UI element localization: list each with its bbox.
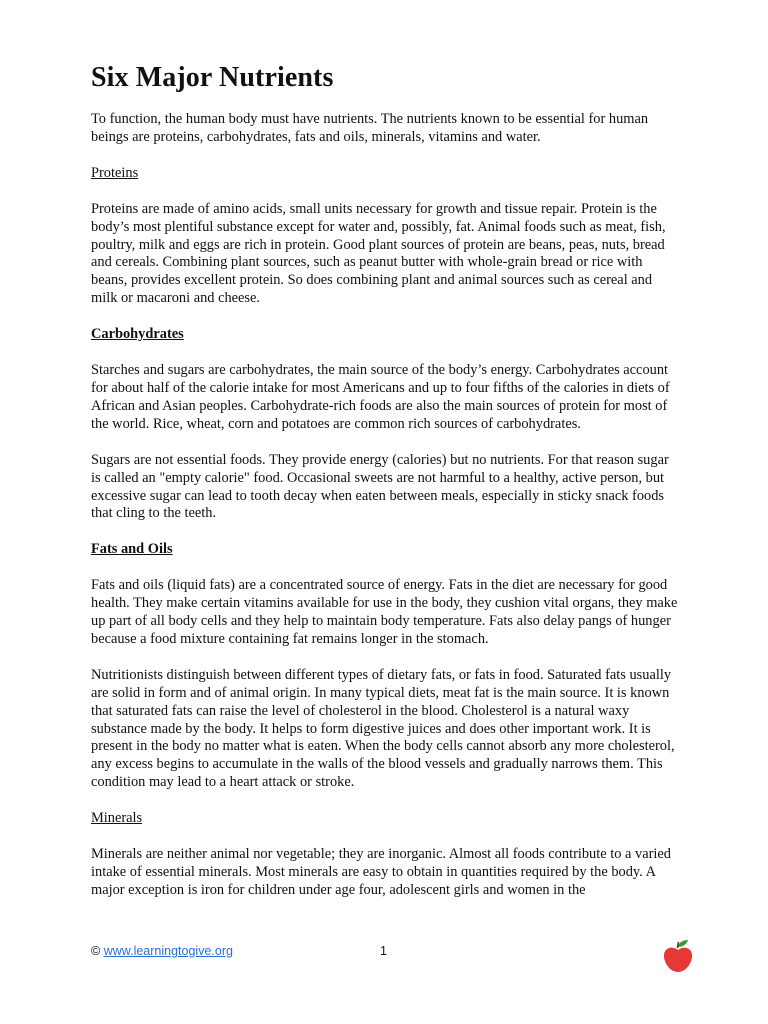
page-title: Six Major Nutrients	[91, 62, 334, 93]
proteins-paragraph: Proteins are made of amino acids, small units necessary for growth and tissue repair. Protein is the body’s most plentiful substance except for water and, possibly, fat. Animal foods such as meat, fish, poultry, milk and eggs are rich in protein. Good plant sources of protein are beans, peas, nuts, bread and cereals. Combining plant sources, such as peanut butter with whole-grain bread or rice with beans, provides excellent protein. So does combining plant and animal sources such as cereal and milk or macaroni and cheese.	[91, 200, 666, 307]
heading-minerals: Minerals	[91, 810, 143, 827]
carbohydrates-paragraph-2: Sugars are not essential foods. They provide energy (calories) but no nutrients. For that reason sugar is called an "empty calorie" food. Occasional sweets are not harmful to a healthy, active person, but excessive sugar can lead to tooth decay when eaten between meals, especially in sticky snack foods that cling to the teeth.	[91, 451, 669, 522]
fats-paragraph-1: Fats and oils (liquid fats) are a concentrated source of energy. Fats in the diet are necessary for good health. They make certain vitamins available for use in the body, they cushion vital organs, they make up part of all body cells and they help to maintain body temperature. Fats also delay pangs of hunger because a food mixture containing fat remains longer in the stomach.	[91, 577, 678, 647]
intro-paragraph: To function, the human body must have nutrients. The nutrients known to be essential for human beings are proteins, carbohydrates, fats and oils, minerals, vitamins and water.	[91, 111, 649, 145]
heading-proteins: Proteins	[91, 164, 139, 181]
footer-website-link[interactable]: www.learningtogive.org	[103, 944, 233, 958]
apple-stem	[678, 942, 679, 948]
footer-copyright	[91, 944, 233, 958]
apple-logo-icon	[662, 938, 694, 974]
fats-paragraph-2: Nutritionists distinguish between different types of dietary fats, or fats in food. Saturated fats usually are solid in form and of animal origin. In many typical diets, meat fat is the main source. It is known that saturated fats can raise the level of cholesterol in the blood. Cholesterol is a natural waxy substance made by the body. It helps to form digestive juices and does other important work. It is present in the body no matter what is eaten. When the body cells cannot absorb any more cholesterol, any excess begins to accumulate in the walls of the blood vessels and gradually narrows them. This condition may lead to a heart attack or stroke.	[91, 666, 675, 791]
heading-carbohydrates: Carbohydrates	[91, 326, 184, 343]
minerals-paragraph: Minerals are neither animal nor vegetable; they are inorganic. Almost all foods contribute to a varied intake of essential minerals. Most minerals are easy to obtain in quantities required by the body. A major exception is iron for children under age four, adolescent girls and women in the	[91, 846, 671, 898]
copyright-symbol: ©	[91, 944, 101, 958]
document-page	[91, 58, 681, 900]
page-number: 1	[380, 944, 387, 958]
apple-leaf	[678, 940, 688, 947]
heading-fats-and-oils: Fats and Oils	[91, 541, 173, 558]
apple-body	[664, 948, 692, 972]
carbohydrates-paragraph-1: Starches and sugars are carbohydrates, the main source of the body’s energy. Carbohydrates account for about half of the calorie intake for most Americans and up to four fifths of the calories in diets of African and Asian peoples. Carbohydrate-rich foods are also the main sources of protein for most of the world. Rice, wheat, corn and potatoes are common rich sources of carbohydrates.	[91, 362, 670, 432]
